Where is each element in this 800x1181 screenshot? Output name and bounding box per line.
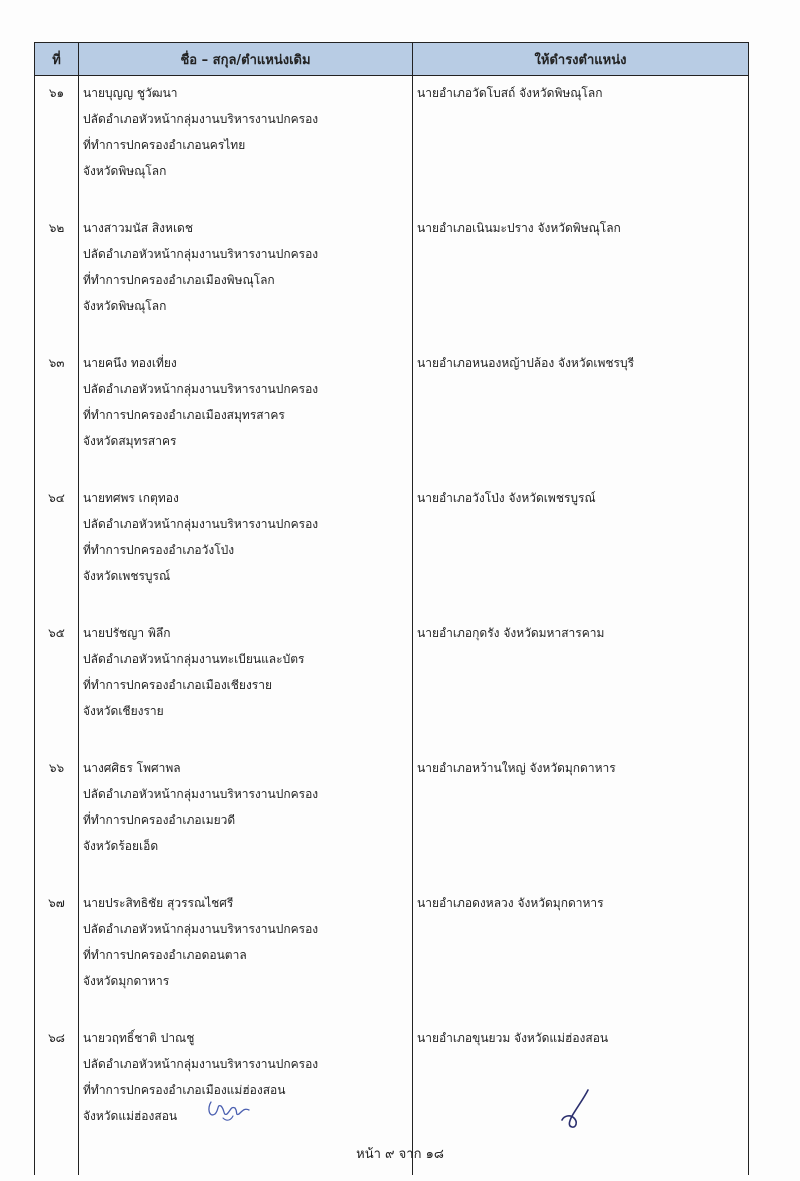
row-number: ๖๗ <box>35 886 79 1021</box>
table-row <box>35 76 749 212</box>
table-row <box>35 751 749 886</box>
person-name: นายบุญญ ชูวัฒนา <box>83 86 178 100</box>
old-office: ที่ทำการปกครองอำเภอนครไทย <box>83 138 246 152</box>
old-position: ปลัดอำเภอหัวหน้ากลุ่มงานบริหารงานปกครอง <box>83 1057 319 1071</box>
old-province: จังหวัดแม่ฮ่องสอน <box>83 1109 178 1123</box>
old-position: ปลัดอำเภอหัวหน้ากลุ่มงานบริหารงานปกครอง <box>83 787 319 801</box>
new-position: นายอำเภอเนินมะปราง จังหวัดพิษณุโลก <box>413 211 749 346</box>
person-name: นางศศิธร โพศาพล <box>83 761 181 775</box>
row-number: ๖๘ <box>35 1021 79 1175</box>
person-name: นางสาวมนัส สิงหเดช <box>83 221 193 235</box>
new-position: นายอำเภอหนองหญ้าปล้อง จังหวัดเพชรบุรี <box>413 346 749 481</box>
old-province: จังหวัดเชียงราย <box>83 704 164 718</box>
row-number: ๖๓ <box>35 346 79 481</box>
old-office: ที่ทำการปกครองอำเภอดอนตาล <box>83 948 247 962</box>
new-position: นายอำเภอวัดโบสถ์ จังหวัดพิษณุโลก <box>413 76 749 212</box>
handwritten-initials-left <box>205 1094 255 1124</box>
old-position: ปลัดอำเภอหัวหน้ากลุ่มงานบริหารงานปกครอง <box>83 247 319 261</box>
old-position: ปลัดอำเภอหัวหน้ากลุ่มงานบริหารงานปกครอง <box>83 382 319 396</box>
table-header-row <box>35 43 749 76</box>
old-province: จังหวัดสมุทรสาคร <box>83 434 177 448</box>
person-name: นายคนึง ทองเที่ยง <box>83 356 177 370</box>
old-office: ที่ทำการปกครองอำเภอเมยวดี <box>83 813 236 827</box>
appointment-table <box>34 42 749 1175</box>
old-position: ปลัดอำเภอหัวหน้ากลุ่มงานบริหารงานปกครอง <box>83 922 319 936</box>
row-number: ๖๒ <box>35 211 79 346</box>
row-number: ๖๕ <box>35 616 79 751</box>
person-name: นายทศพร เกตุทอง <box>83 491 179 505</box>
old-office: ที่ทำการปกครองอำเภอเมืองเชียงราย <box>83 678 273 692</box>
person-cell <box>79 886 413 1021</box>
old-province: จังหวัดพิษณุโลก <box>83 164 167 178</box>
old-province: จังหวัดพิษณุโลก <box>83 299 167 313</box>
new-position: นายอำเภอกุดรัง จังหวัดมหาสารคาม <box>413 616 749 751</box>
person-cell <box>79 751 413 886</box>
new-position: นายอำเภอขุนยวม จังหวัดแม่ฮ่องสอน <box>413 1021 749 1175</box>
row-number: ๖๖ <box>35 751 79 886</box>
header-no: ที่ <box>35 43 79 76</box>
person-cell <box>79 616 413 751</box>
new-position: นายอำเภอวังโป่ง จังหวัดเพชรบูรณ์ <box>413 481 749 616</box>
person-name: นายประสิทธิชัย สุวรรณไชศรี <box>83 896 234 910</box>
old-province: จังหวัดเพชรบูรณ์ <box>83 569 171 583</box>
old-position: ปลัดอำเภอหัวหน้ากลุ่มงานบริหารงานปกครอง <box>83 517 319 531</box>
old-province: จังหวัดร้อยเอ็ด <box>83 839 159 853</box>
old-office: ที่ทำการปกครองอำเภอวังโป่ง <box>83 543 235 557</box>
row-number: ๖๑ <box>35 76 79 212</box>
table-row <box>35 886 749 1021</box>
old-office: ที่ทำการปกครองอำเภอเมืองสมุทรสาคร <box>83 408 285 422</box>
header-name-old-position: ชื่อ – สกุล/ตำแหน่งเดิม <box>79 43 413 76</box>
person-cell <box>79 346 413 481</box>
person-name: นายปรัชญา พิลึก <box>83 626 171 640</box>
row-number: ๖๔ <box>35 481 79 616</box>
table-row <box>35 616 749 751</box>
page-number: หน้า ๙ จาก ๑๘ <box>356 1147 444 1162</box>
new-position: นายอำเภอหว้านใหญ่ จังหวัดมุกดาหาร <box>413 751 749 886</box>
handwritten-initials-right <box>556 1086 596 1130</box>
header-new-position: ให้ดำรงตำแหน่ง <box>413 43 749 76</box>
person-name: นายวฤทธิ์ชาติ ปาณชู <box>83 1031 195 1045</box>
person-cell <box>79 211 413 346</box>
old-position: ปลัดอำเภอหัวหน้ากลุ่มงานบริหารงานปกครอง <box>83 112 319 126</box>
old-province: จังหวัดมุกดาหาร <box>83 974 170 988</box>
new-position: นายอำเภอดงหลวง จังหวัดมุกดาหาร <box>413 886 749 1021</box>
table-row <box>35 481 749 616</box>
table-row <box>35 211 749 346</box>
old-office: ที่ทำการปกครองอำเภอเมืองพิษณุโลก <box>83 273 275 287</box>
old-office: ที่ทำการปกครองอำเภอเมืองแม่ฮ่องสอน <box>83 1083 286 1097</box>
old-position: ปลัดอำเภอหัวหน้ากลุ่มงานทะเบียนและบัตร <box>83 652 305 666</box>
table-row <box>35 346 749 481</box>
person-cell <box>79 76 413 212</box>
person-cell <box>79 481 413 616</box>
